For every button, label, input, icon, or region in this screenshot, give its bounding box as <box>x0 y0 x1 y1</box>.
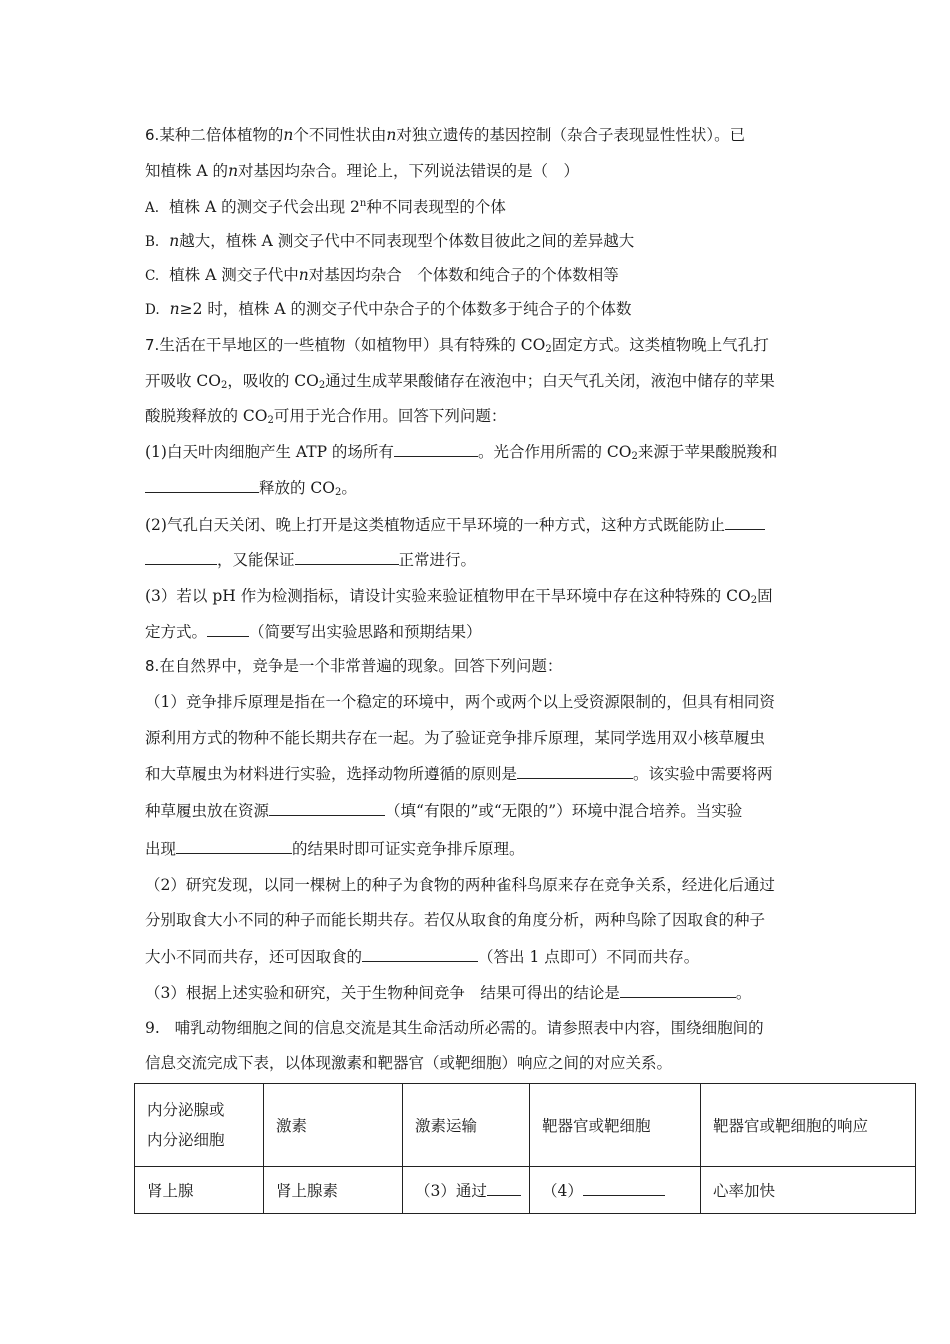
answer-blank[interactable] <box>725 515 765 530</box>
q6-option-d: D. n≥2 时，植株 A 的测交子代中杂合子的个体数多于纯合子的个体数 <box>145 300 632 318</box>
answer-blank[interactable] <box>207 622 249 637</box>
table-header-cell: 激素 <box>264 1084 403 1167</box>
table-cell: 心率加快 <box>701 1167 916 1214</box>
answer-blank[interactable] <box>295 550 399 565</box>
q9-number: 9. <box>145 1019 160 1037</box>
q8-part-1-line-1: （1）竞争排斥原理是指在一个稳定的环境中，两个或两个以上受资源限制的，但具有相同资 <box>145 693 775 711</box>
table-header-row <box>135 1084 916 1167</box>
answer-blank[interactable] <box>583 1181 665 1196</box>
q6-line-1: 6.某种二倍体植物的n个不同性状由n对独立遗传的基因控制（杂合子表现显性性状）。已 <box>145 126 746 144</box>
answer-blank[interactable] <box>487 1181 521 1196</box>
table-header-cell: 靶器官或靶细胞 <box>530 1084 701 1167</box>
q7-line-3: 酸脱羧释放的 $CO_2$可用于光合作用。回答下列问题： <box>145 407 507 426</box>
answer-blank[interactable] <box>145 478 259 493</box>
answer-blank[interactable] <box>145 550 217 565</box>
q8-part-2-line-2: 分别取食大小不同的种子而能长期共存。若仅从取食的角度分析，两种鸟除了因取食的种子 <box>145 911 766 929</box>
q7-part-2-line-2: ，又能保证 正常进行。 <box>145 549 815 571</box>
q7-part-1-line-1: (1)白天叶肉细胞产生 ATP 的场所有 。光合作用所需的 $CO_2$来源于苹果酸脱羧和 <box>145 443 778 462</box>
answer-blank[interactable] <box>269 801 385 816</box>
table-cell: （4） <box>530 1167 701 1214</box>
q6-number: 6. <box>145 126 160 144</box>
answer-blank[interactable] <box>176 839 292 854</box>
q8-part-1-line-5: 出现 的结果时即可证实竞争排斥原理。 <box>145 840 525 858</box>
q6-option-c: C. 植株 A 测交子代中n对基因均杂合 个体数和纯合子的个体数相等 <box>145 266 619 284</box>
q8-part-3-line-1: （3）根据上述实验和研究，关于生物种间竞争 结果可得出的结论是 。 <box>145 984 752 1002</box>
q7-part-3-line-2: 定方式。 （简要写出实验思路和预期结果） <box>145 623 482 641</box>
table-cell: 肾上腺素 <box>264 1167 403 1214</box>
table-cell: 肾上腺 <box>135 1167 264 1214</box>
q8-number: 8. <box>145 657 160 675</box>
q6-option-a: A. 植株 A 的测交子代会出现 2$^n$种不同表现型的个体 <box>145 198 506 216</box>
table-header-cell: 靶器官或靶细胞的响应 <box>701 1084 916 1167</box>
hormone-table <box>134 1083 916 1214</box>
q6-line-2: 知植株 A 的n对基因均杂合。理论上，下列说法错误的是（ ） <box>145 162 580 180</box>
q7-line-2: 开吸收 $CO_2$，吸收的 $CO_2$通过生成苹果酸储存在液泡中；白天气孔关闭，液泡中储存的苹果 <box>145 372 775 391</box>
q6-option-b: B. n越大，植株 A 测交子代中不同表现型个体数目彼此之间的差异越大 <box>145 232 635 250</box>
answer-blank[interactable] <box>362 947 478 962</box>
answer-blank[interactable] <box>394 442 478 457</box>
q7-line-1: 7.生活在干旱地区的一些植物（如植物甲）具有特殊的 $CO_2$固定方式。这类植物晚上气孔打 <box>145 336 769 355</box>
q8-part-2-line-1: （2）研究发现，以同一棵树上的种子为食物的两种雀科鸟原来存在竞争关系，经进化后通过 <box>145 876 775 894</box>
q8-part-1-line-2: 源利用方式的物种不能长期共存在一起。为了验证竞争排斥原理，某同学选用双小核草履虫 <box>145 729 766 747</box>
q9-line-1: 9. 哺乳动物细胞之间的信息交流是其生命活动所必需的。请参照表中内容，围绕细胞间的 <box>145 1019 764 1037</box>
q7-part-1-line-2: 释放的 $CO_2$。 <box>145 477 815 499</box>
answer-blank[interactable] <box>620 983 736 998</box>
q8-line-1: 8.在自然界中，竞争是一个非常普遍的现象。回答下列问题： <box>145 657 563 675</box>
table-header-cell: 激素运输 <box>403 1084 530 1167</box>
q7-part-3-line-1: (3）若以 pH 作为检测指标，请设计实验来验证植物甲在干旱环境中存在这种特殊的 $CO_2$固 <box>145 587 773 606</box>
table-header-cell: 内分泌腺或 内分泌细胞 <box>135 1084 264 1167</box>
answer-blank[interactable] <box>517 764 633 779</box>
q8-part-1-line-4: 种草履虫放在资源 （填“有限的”或“无限的”）环境中混合培养。当实验 <box>145 802 743 820</box>
table-row <box>135 1167 916 1214</box>
q7-number: 7. <box>145 336 160 354</box>
table-cell: （3）通过 <box>403 1167 530 1214</box>
q7-part-2-line-1: (2)气孔白天关闭、晚上打开是这类植物适应干旱环境的一种方式，这种方式既能防止 <box>145 514 815 536</box>
q8-part-2-line-3: 大小不同而共存，还可因取食的 （答出 1 点即可）不同而共存。 <box>145 948 700 966</box>
q8-part-1-line-3: 和大草履虫为材料进行实验，选择动物所遵循的原则是 。该实验中需要将两 <box>145 765 773 783</box>
q9-line-2: 信息交流完成下表，以体现激素和靶器官（或靶细胞）响应之间的对应关系。 <box>145 1054 673 1072</box>
